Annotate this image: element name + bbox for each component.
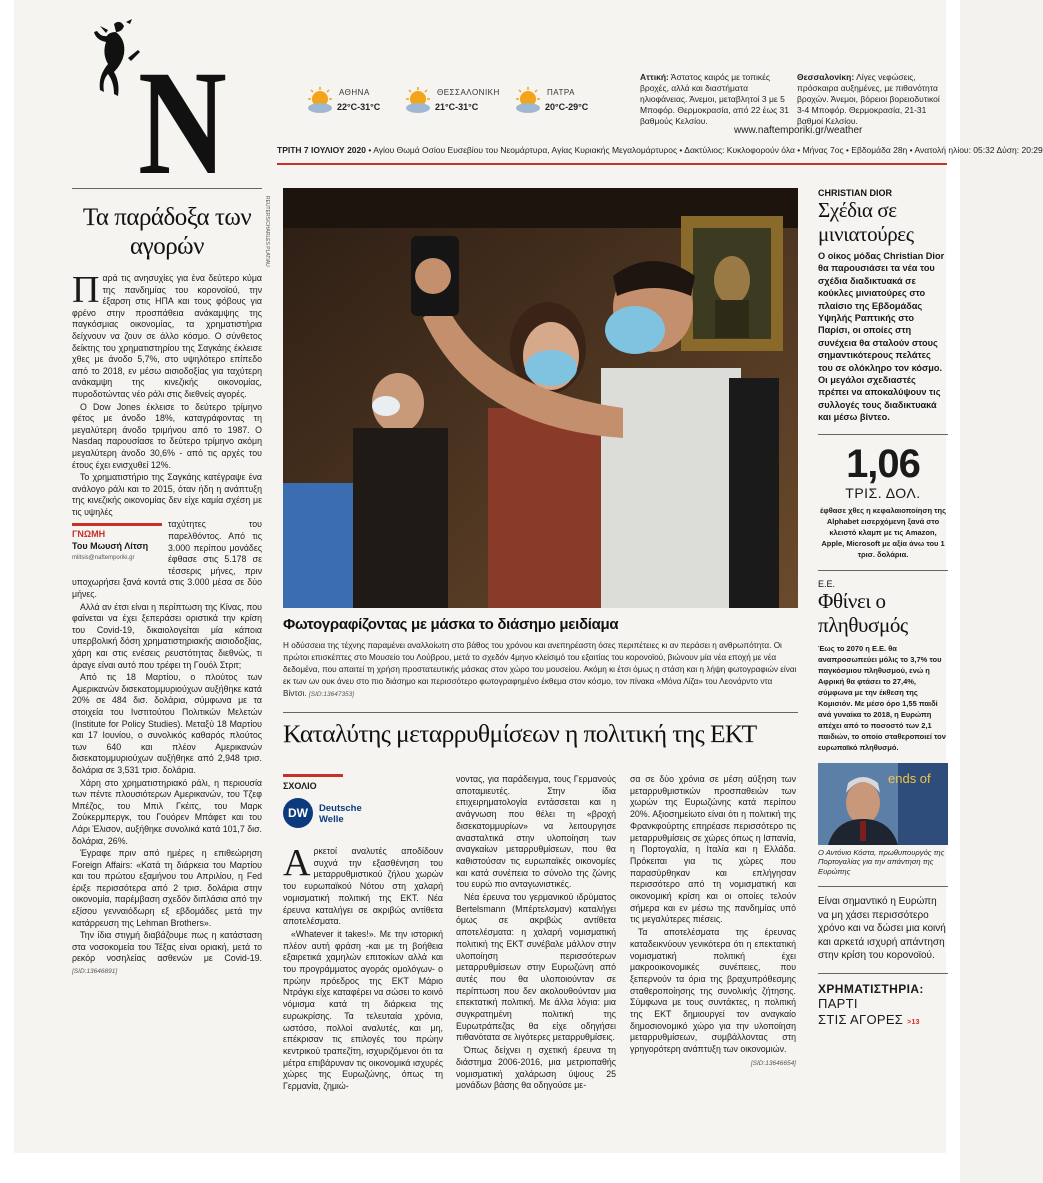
caption-text: Η οδύσσεια της τέχνης παραμένει αναλλοίωτη στο βάθος του χρόνου και ανεπηρέαστη όσες περιπέτειες κι αν περάσει η ανθρωπότητα. Οι πρώτοι επισκέπτες στο Μουσείο του Λούβρου, μετά το σχεδόν 4μηνο κλείσιμό του εξαιτίας του κορονοϊού, βιώνουν μία νέα εποχή με νέα δεδομένα, που απαιτεί τη χρήση προστατευτικής μάσκας στον χώρο του μουσείου. Ακόμη κι έτσι όμως η στάση και η λήψη φωτογραφιών είναι εκ των ων ουκ άνευ στο πιο διάσημο και περισσότερο φωτογραφημένο έκθεμα στον κόσμο, τον πίνακα «Μόνα Λίζα» του Λεονάρντο ντα Βίντσι. bbox=[283, 641, 797, 698]
paragraph: Ο Dow Jones έκλεισε το δεύτερο τρίμηνο φέτος με άνοδο 18%, καταγράφοντας τη μεγαλύτερη άνοδο τριμήνου από το 1987. Ο Nasdaq παρουσίασε το δεύτερο τρίμηνο ακόμη μεγαλύτερη άνοδο 30,6% - από τις αρχές του έτους έχει ενισχυθεί 12%. bbox=[72, 401, 262, 470]
divider bbox=[818, 973, 948, 974]
paragraph: Την ίδια στιγμή διαβάζουμε πως η κατάσταση στα νοσοκομεία του Τέξας είναι οριακή, μετά το ρεκόρ νοσηλείας ασθενών με Covid-19. bbox=[72, 930, 262, 964]
city-name: ΑΘΗΝΑ bbox=[339, 88, 370, 97]
weather-city-athens bbox=[305, 78, 415, 118]
key-figure-description: έφθασε χθες η κεφαλαιοποίηση της Alphabet εισερχόμενη ξανά στο κλειστό κλαμπ με τις Amazon, Apple, Microsoft με αξία άνω του 1 τρισ. δολάρια. bbox=[819, 505, 947, 559]
city-name: ΘΕΣΣΑΛΟΝΙΚΗ bbox=[437, 88, 500, 97]
dateline bbox=[277, 145, 1043, 161]
section-label: ΓΝΩΜΗ bbox=[72, 529, 106, 540]
weather-city-patra bbox=[513, 78, 623, 118]
louvre-selfie-illustration bbox=[283, 188, 798, 608]
paragraph: Τα αποτελέσματα της έρευνας καταδεικνύουν γενικότερα ότι η επεκτατική νομισματική πολιτική έχει μακροοικονομικές συνέπειες, που ξεπερνούν τα όρια της βραχυπρόθεσμης σταθεροποίησης της συνολικής ζήτησης. Σύμφωνα με τους συντάκτες, η πολιτική της ΕΚΤ δημιουργεί τον αναγκαίο δημοσιονομικό χώρο για την υλοποίηση μεταρρυθμίσεων, συμβάλλοντας στη γρηγορότερη ανάπτυξη των οικονομιών. bbox=[630, 927, 796, 1055]
brief-title: Σχέδια σε μινιατούρες bbox=[818, 198, 914, 246]
divider bbox=[818, 434, 948, 435]
weather-forecast-attiki bbox=[640, 72, 790, 127]
brief-kicker: Ε.Ε. bbox=[818, 578, 836, 589]
dw-logo-icon: DW bbox=[283, 798, 313, 828]
weather-city-thessaloniki bbox=[403, 78, 513, 118]
paragraph: νοντας, για παράδειγμα, τους Γερμανούς αποταμιευτές. Στην ίδια επιχειρηματολογία εντάσσεται και η ανάγνωση που θέλει τη «βροχή δισεκατομμυρίων» να λειτουργησε ανασταλτικά στην υλοποίηση των αναγκαίων μεταρρυθμίσεων, που θα καθιστούσαν τις ευρωπαϊκές οικονομίες και κατά συνέπεια το σύνολο της ζώνης του ευρώ πιο ανταγωνιστικές. bbox=[456, 774, 616, 890]
forecast-label: Αττική: bbox=[640, 72, 669, 82]
forecast-text: Άστατος καιρός με τοπικές βροχές, αλλά και διαστήματα ηλιοφάνειας. Άνεμοι, μεταβλητοί 3 με 5 Μποφόρ. Θερμοκρασία, από 22 έως 31 βαθμούς Κελσίου. bbox=[640, 72, 790, 126]
dw-line: Welle bbox=[319, 814, 344, 825]
divider bbox=[818, 886, 948, 887]
teaser-subtitle-text: ΣΤΙΣ ΑΓΟΡΕΣ bbox=[818, 1011, 904, 1027]
hermes-figure-icon bbox=[92, 18, 142, 128]
brief-body: Έως το 2070 η Ε.Ε. θα αναπροσωπεύει μόλις το 3,7% του παγκόσμιου πληθυσμού, ενώ η Αφρική θα φτάσει το 27,4%, σύμφωνα με την έκθεση της Κομισιόν. Με μέσο όρο 1,55 παιδί ανά γυναίκα το 2018, η Ευρώπη απέχει από το ποσοστό των 2,1 παιδιών, το οποίο σταθεροποιεί τον ευρωπαϊκό πληθυσμό. bbox=[818, 643, 946, 752]
section-label: ΣΧΟΛΙΟ bbox=[283, 774, 343, 791]
opinion-title: Τα παράδοξα των αγορών bbox=[82, 204, 252, 260]
opinion-column bbox=[72, 188, 262, 1118]
page-reference[interactable]: >13 bbox=[907, 1018, 920, 1026]
story-id: [SID:13646891] bbox=[72, 968, 118, 976]
dropcap: Π bbox=[72, 269, 100, 311]
forecast-text: Λίγες νεφώσεις, πρόσκαιρα αυξημένες, με πιθανότητα βροχών. Άνεμοι, βόρειοι βορειοδυτικοί 3-4 Μποφόρ. Θερμοκρασία, 21-31 βαθμοί Κελσίου. bbox=[797, 72, 940, 126]
portrait-caption: Ο Αντόνιο Κόστα, πρωθυπουργός της Πορτογαλίας για την απάντηση της Ευρώπης bbox=[818, 847, 945, 876]
briefs-column bbox=[818, 188, 948, 1118]
brief-body: Ο οίκος μόδας Christian Dior θα παρουσιάσει τα νέα του σχέδια διαδικτυακά σε κούκλες μινιατούρες στο πλαίσιο της Εβδομάδας Υψηλής Ραπτικής στο Παρίσι, οι οποίες στη συνέχεια θα σταλούν στους σημαντικότερους πελάτες του σε ολόκληρο τον κόσμο. Οι μεγάλοι σχεδιαστές πρέπει να αποκαλύψουν τις συλλογές τους διαδικτυακά και μέσω βίντεο. bbox=[818, 251, 945, 423]
opinion-body bbox=[72, 269, 262, 978]
city-name: ΠΑΤΡΑ bbox=[547, 88, 575, 97]
pull-quote: Είναι σημαντικό η Ευρώπη να μη χάσει περισσότερο χρόνο και να δώσει μια κοινή και αρκετά ισχυρή απάντηση στην κρίση του κορονοϊού. bbox=[818, 896, 946, 962]
teaser-subtitle[interactable] bbox=[818, 1012, 948, 1031]
article-column-2 bbox=[456, 774, 616, 1093]
key-figure-unit: ΤΡΙΣ. ΔΟΛ. bbox=[845, 484, 921, 501]
dropcap: Α bbox=[283, 842, 311, 884]
header-divider bbox=[277, 163, 947, 165]
weather-strip bbox=[305, 78, 635, 123]
story-id: [SID:13647353] bbox=[308, 691, 355, 698]
teaser-title[interactable]: ΧΡΗΜΑΤΙΣΤΗΡΙΑ: bbox=[818, 981, 924, 996]
dateline-info: • Αγίου Θ​ω​μ​ά Οσίου Ευσεβίου του Νεομάρτυρα, Αγίας Κυριακής Μεγαλομάρτυρος • Δακτύλιος: Κυκλοφορούν όλα • Μήνας 7ος • Εβδομάδα 28η • Ανατολή ηλίου: 05:32 Δύση: 20:29 bbox=[368, 145, 1043, 155]
paragraph: σα σε δύο χρόνια σε μέση αύξηση των μεταρρυθμιστικών προσπαθειών των χωρών της Ευρωζώνης κατά περίπου 20%. Αξιοσημείωτο είναι ότι η πολιτική της Φρανκφούρτης επηρέασε περισσότερο τις μεταρρυθμίσεις σε χώρες όπως η Ισπανία, η Πορτογαλία, η Ιταλία και η Ελλάδα. Πρόκειται για τις χώρες που παρασύρθηκαν και επλήγησαν περισσότερο από τη νομισματική και οικονομική κρίση και οι οποίες τελούν σήμερα και εν μέσω της πανδημίας υπό τις μεγαλύτερες πιέσεις. bbox=[630, 774, 796, 925]
photo-credit: REUTERS/CHARLES PLATIAU bbox=[264, 196, 270, 267]
weather-forecast-thessaloniki bbox=[797, 72, 947, 127]
divider bbox=[818, 570, 948, 571]
brief-title: Φθίνει ο πληθυσμός bbox=[818, 588, 908, 637]
sun-cloud-icon bbox=[305, 86, 335, 114]
photo-caption-title: Φωτογραφίζοντας με μάσκα το διάσημο μειδίαμα bbox=[283, 616, 619, 633]
sun-cloud-icon bbox=[403, 86, 433, 114]
portrait-photo bbox=[818, 763, 948, 845]
article-column-3 bbox=[630, 774, 796, 1071]
main-photo bbox=[283, 188, 798, 608]
dw-logo-text bbox=[319, 803, 362, 825]
paragraph: ρκετοί αναλυτές αποδίδουν συχνά την εξασθένηση του μεταρρυθμιστικού ζήλου χωρών του ευρωπαϊκού Νότου στη χαλαρή νομισματική πολιτική της ΕΚΤ. Νέα έρευνα καταλήγει σε ακριβώς αντίθετα αποτελέσματα. bbox=[283, 846, 443, 927]
brief-kicker: CHRISTIAN DIOR bbox=[818, 188, 892, 198]
article-headline: Καταλύτης μεταρρυθμίσεων η πολιτική της ΕΚΤ bbox=[283, 712, 798, 749]
paragraph: Αλλά αν έτσι είναι η περίπτωση της Κίνας, που φαίνεται να έχει ξεπεράσει οριστικά την κρίση του Covid-19, δικαιολογείται μία κάποια υπερβολική δόση χρηματιστηριακής αισιοδοξίας, χάρη και στις ενέσεις ρευστότητας διεθνώς, τι άραγε είναι αυτό που τρέφει τη Γουόλ Στριτ; bbox=[72, 601, 262, 670]
deutsche-welle-logo bbox=[283, 798, 393, 830]
weather-url[interactable]: www.naftemporiki.gr/weather bbox=[734, 125, 863, 136]
article-column-1 bbox=[283, 842, 443, 1094]
city-temperature: 21°C-31°C bbox=[435, 102, 479, 112]
teaser-subtitle[interactable]: ΠΑΡΤΙ bbox=[818, 995, 858, 1011]
paragraph: Από τις 18 Μαρτίου, ο πλούτος των Αμερικανών δισεκατομμυριούχων αυξήθηκε κατά 20% σε 484 δισ. δολάρια, σύμφωνα με τα στοιχεία του Ινστιτούτου Πολιτικών Μελετών (Institute for Policy Studies). Μεταξύ 18 Μαρτίου και 17 Ιουνίου, ο συνολικός καθαρός πλούτος των 640 και πλέον Αμερικανών δισεκατομμυριούχων αυξήθηκε από 2,948 τρισ. δολάρια σε 3,531 τρισ. δολάρια. bbox=[72, 672, 262, 775]
paragraph: Χάρη στο χρηματιστηριακό ράλι, η περιουσία των πέντε πλουσιότερων Αμερικανών, του Τζεφ Μπέζος, του Μπιλ Γκέιτς, του Μαρκ Ζούκερμπεργκ, του Γουόρεν Μπάφετ και του Λάρι Έλισον, αυξήθηκε συνολικά κατά 101,7 δισ. δολάρια, 26%. bbox=[72, 777, 262, 846]
paragraph: «Whatever it takes!». Με την ιστορική πλέον αυτή φράση -και με τη βοήθεια εξαιρετικά χαμηλών επιτοκίων αλλά και του προγράμματος αγοράς ομολόγων- ο πρώην πρόεδρος της ΕΚΤ Μάριο Ντράγκι είχε καταφέρει να σώσει το κοινό νόμισμα κατά τη διάρκεια της ευρωκρίσης. Τα τελευταία χρόνια, ωστόσο, πολλοί αναλυτές, και μη, επέκρισαν τις επιλογές του πρώην κεντρικού τραπεζίτη, ισχυριζόμενοι ότι τα μέτρα επιβάρυναν τις οικονομικά ισχυρές χώρες της Ευρωζώνης, όπως τη Γερμανία, ζημιώ- bbox=[283, 928, 443, 1092]
author-email[interactable]: mlitsis@naftemporiki.gr bbox=[72, 554, 135, 561]
dw-line: Deutsche bbox=[319, 803, 362, 814]
masthead-logo bbox=[92, 18, 224, 206]
paragraph: ταχύτητες του παρελθόντος. Από τις 3.000 περίπου μονάδες έφθασε στις 5.178 σε τέσσερις μήνες, πριν υποχωρήσει ξανά κοντά στις 3.000 μέσα σε δύο μήνες. bbox=[72, 519, 262, 600]
paragraph: Νέα έρευνα του γερμανικού ιδρύματος Bertelsmann (Μπέρτελσμαν) καταλήγει όμως σε ακριβώς αντίθετα αποτελέσματα: η χαλαρή νομισματική πολιτική της ΕΚΤ συνέβαλε μάλλον στην υλοποίηση περισσότερων μεταρρυθμίσεων στην Ευρωζώνη από αυτές που θα υλοποιούνταν σε περίπτωση που δεν ακολουθούνταν μια επεκτατική πολιτική. Με άλλα λόγια: μια συγκρατημένη πολιτική της Ευρωτράπεζας θα είχε οδηγήσει πιθανότατα σε λιγότερες μεταρρυθμίσεις. bbox=[456, 892, 616, 1043]
masthead-letter: N bbox=[138, 40, 224, 206]
key-figure: 1,06 bbox=[846, 441, 920, 486]
sun-cloud-icon bbox=[513, 86, 543, 114]
paragraph: αρά τις ανησυχίες για ένα δεύτερο κύμα της πανδημίας του κορονοϊού, την έξαρση στις ΗΠΑ και τους φόβους για φρένο στην προσπάθεια ανάκαμψης της παγκόσμιας οικονομίας, τα χρηματιστήρια δείχνουν να ζουν σε άλλο κόσμο. Ο σύνθετος δείκτης του χρηματιστηρίου της Σαγκάης έκλεισε χθες με άνοδο 5,7%, στο υψηλότερο επίπεδο από το 2018, εν μέσω αισιοδοξίας για ταχύτερη ανάκαμψη της κινεζικής οικονομίας, πυροδοτώντας νέο ράλι στις διεθνείς αγορές. bbox=[72, 273, 262, 399]
story-id: [SID:13646654] bbox=[750, 1059, 796, 1067]
paragraph: Έγραφε πριν από ημέρες η επιθεώρηση Foreign Affairs: «Κατά τη διάρκεια του Μαρτίου και του πρώτου εξαμήνου του Απριλίου, η Fed έριξε περισσότερα από 2 τρισ. δολάρια στην οικονομία, παρέμβαση σχεδόν διπλάσια από την εξίσου γενναιόδωρη εξ εβδομάδες μετά την κατάρρευση της Lehman Brothers». bbox=[72, 848, 262, 928]
date: ΤΡΙΤΗ 7 ΙΟΥΛΙΟΥ 2020 bbox=[277, 145, 366, 155]
page-margin-bottom bbox=[0, 1153, 960, 1183]
paragraph: Το χρηματιστήριο της Σαγκάης κατέγραψε ένα ανάλογο ράλι και το 2015, όταν ήδη η ανάπτυξη της κινεζικής οικονομίας δεν είχε καμία σχέση με τις υψηλές bbox=[72, 472, 262, 517]
author-box bbox=[72, 523, 162, 564]
author-name: Του Μωυσή Λίτση bbox=[72, 541, 149, 552]
forecast-label: Θεσσαλονίκη: bbox=[797, 72, 855, 82]
city-temperature: 20°C-29°C bbox=[545, 102, 589, 112]
paragraph: Όπως δείχνει η σχετική έρευνα τη διάστημα 2006-2016, μια μετριοπαθής νομισματική χαλάρωση ύψους 25 μονάδων βάσης θα οδηγούσε με- bbox=[456, 1045, 616, 1091]
portrait-background-text: ends of bbox=[888, 770, 931, 786]
photo-caption bbox=[283, 640, 798, 701]
page-margin-right bbox=[946, 0, 960, 1183]
portrait-illustration bbox=[818, 763, 948, 845]
page-margin-left bbox=[0, 0, 14, 1183]
city-temperature: 22°C-31°C bbox=[337, 102, 381, 112]
